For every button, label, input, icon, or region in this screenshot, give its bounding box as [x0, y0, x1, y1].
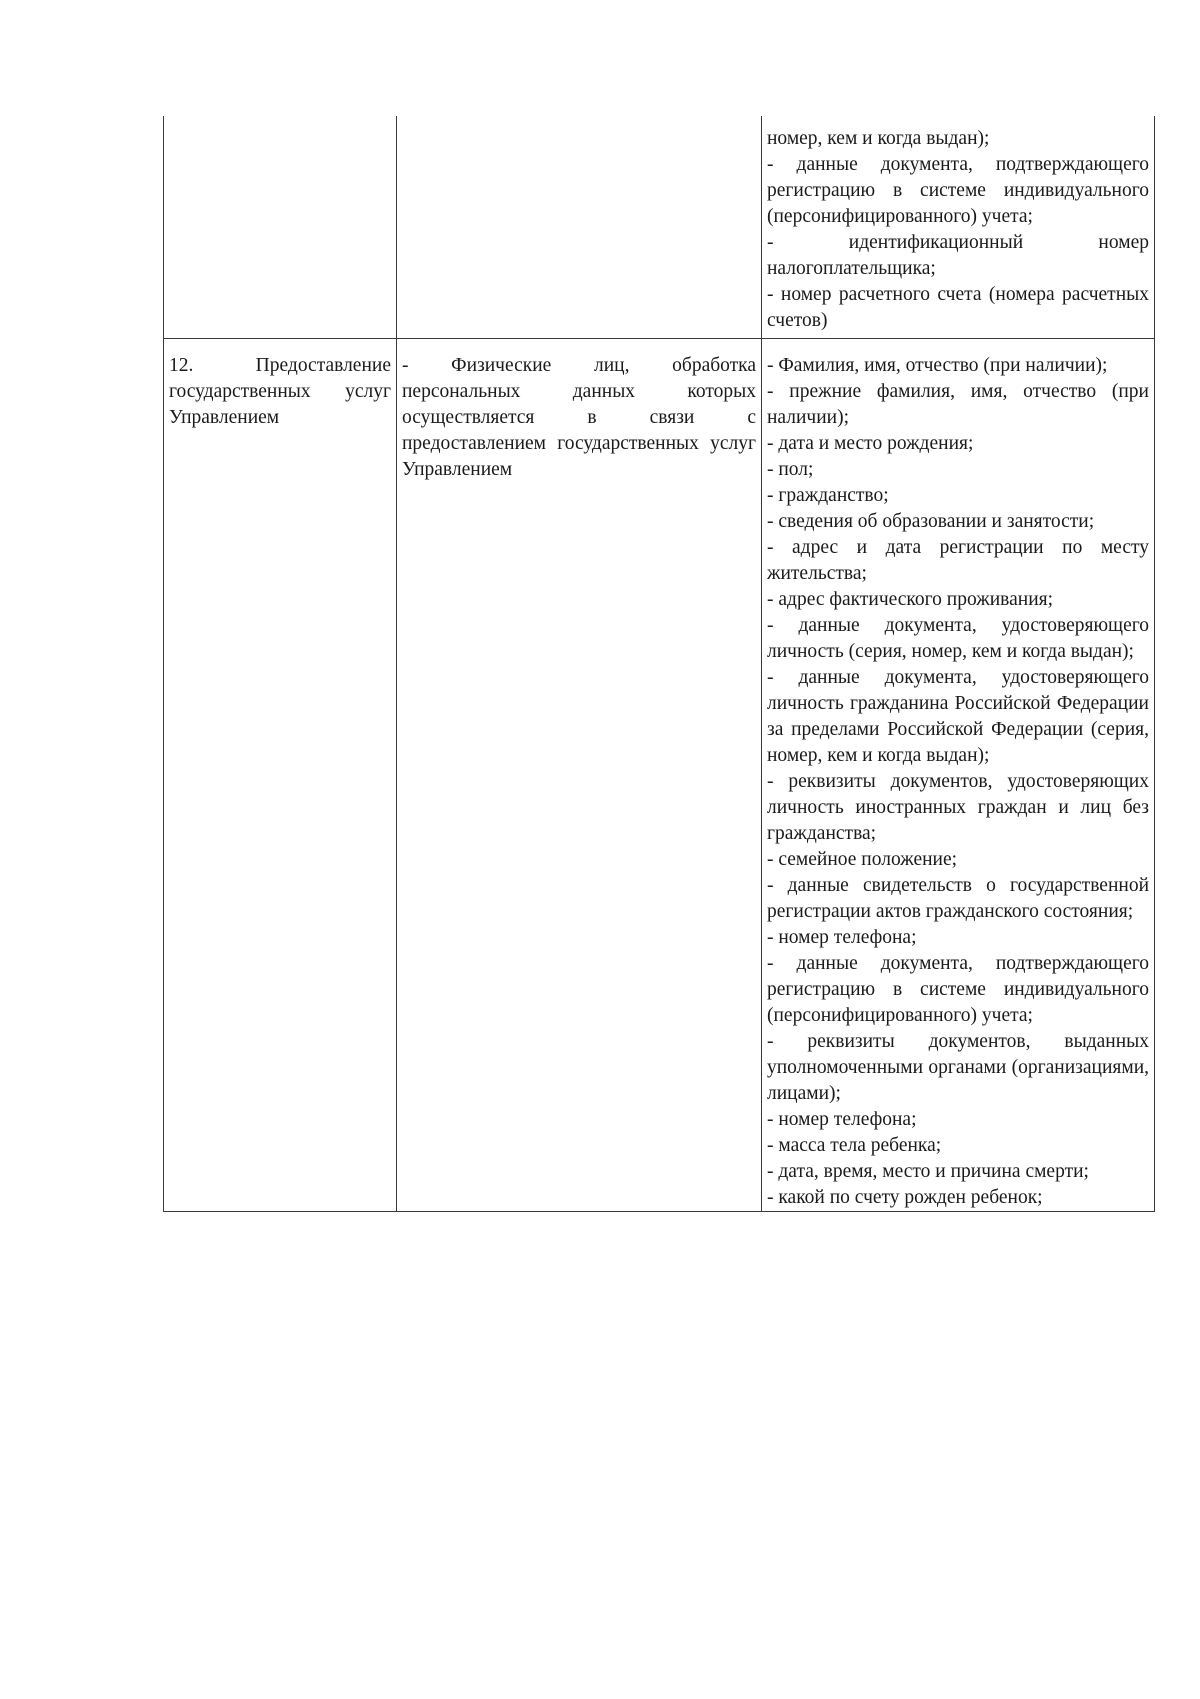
table-row: [164, 339, 1155, 1212]
list-item: - номер телефона;: [767, 927, 917, 948]
list-item: - сведения об образовании и занятости;: [767, 511, 1095, 532]
list-item: - гражданство;: [767, 485, 889, 506]
purpose-text: 12. Предоставление государственных услуг Управлением: [169, 355, 391, 428]
table-row: [164, 116, 1155, 339]
list-item: - номер расчетного счета (номера расчетных счетов): [767, 284, 1149, 331]
table-cell-purpose: [164, 339, 397, 1212]
list-item: - семейное положение;: [767, 849, 958, 870]
list-item: - данные свидетельств о государственной регистрации актов гражданского состояния;: [767, 875, 1149, 922]
list-item: - номер телефона;: [767, 1109, 917, 1130]
table-cell-subjects: [397, 116, 762, 339]
list-item: - прежние фамилия, имя, отчество (при наличии);: [767, 381, 1149, 428]
table-cell-data-list: [762, 116, 1155, 339]
list-item: - реквизиты документов, выданных уполномоченными органами (организациями, лицами);: [767, 1031, 1149, 1104]
list-item: - адрес и дата регистрации по месту жительства;: [767, 537, 1149, 584]
list-item: - какой по счету рожден ребенок;: [767, 1187, 1043, 1208]
table-cell-subjects: [397, 339, 762, 1212]
list-item: - данные документа, подтверждающего регистрацию в системе индивидуального (персонифицированного) учета;: [767, 953, 1149, 1026]
list-item: - адрес фактического проживания;: [767, 589, 1054, 610]
list-item: - дата, время, место и причина смерти;: [767, 1161, 1089, 1182]
table-cell-data-list: [762, 339, 1155, 1212]
list-item: - масса тела ребенка;: [767, 1135, 942, 1156]
list-item: - данные документа, подтверждающего регистрацию в системе индивидуального (персонифицированного) учета;: [767, 154, 1149, 227]
list-item: номер, кем и когда выдан);: [767, 128, 990, 149]
list-item: - дата и место рождения;: [767, 433, 974, 454]
list-item: - Фамилия, имя, отчество (при наличии);: [767, 355, 1108, 376]
subjects-text: - Физические лиц, обработка персональных данных которых осуществляется в связи с предоставлением государственных услуг Управлением: [402, 355, 756, 480]
list-item: - идентификационный номер налогоплательщика;: [767, 232, 1149, 279]
list-item: - реквизиты документов, удостоверяющих личность иностранных граждан и лиц без гражданства;: [767, 771, 1149, 844]
list-item: - данные документа, удостоверяющего личность гражданина Российской Федерации за пределами Российской Федерации (серия, номер, кем и когда выдан);: [767, 667, 1149, 766]
data-table: [163, 116, 1155, 1212]
table-cell-purpose: [164, 116, 397, 339]
list-item: - пол;: [767, 459, 814, 480]
list-item: - данные документа, удостоверяющего личность (серия, номер, кем и когда выдан);: [767, 615, 1149, 662]
